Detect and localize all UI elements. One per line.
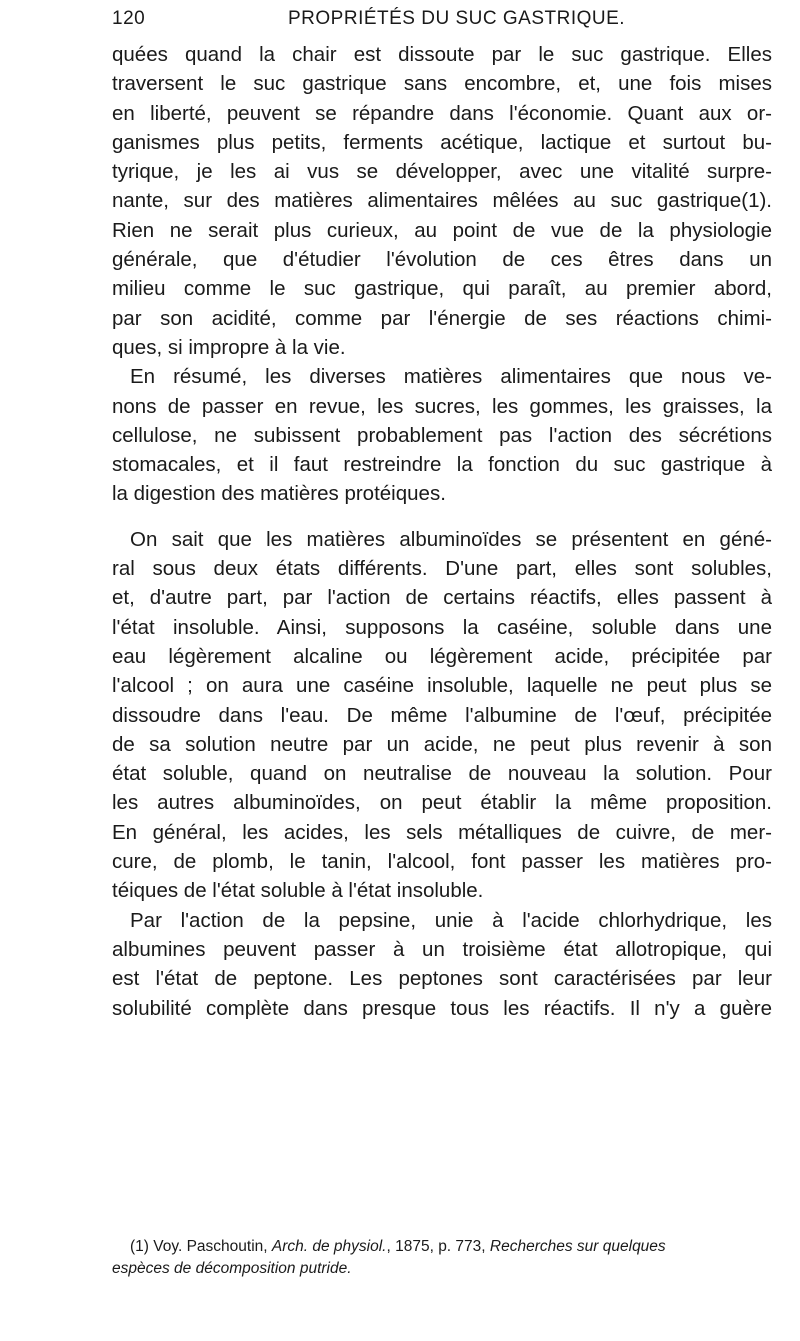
text-line: Rien ne serait plus curieux, au point de vue de la physiologie	[112, 218, 772, 242]
text-line: stomacales, et il faut restreindre la fonction du suc gastrique à	[112, 453, 772, 477]
footnote-line	[112, 1236, 772, 1258]
text-line: ral sous deux états différents. D'une part, elles sont solubles,	[112, 557, 772, 581]
text-line: Par l'action de la pepsine, unie à l'acide chlorhydrique, les	[130, 908, 772, 932]
text-line: cure, de plomb, le tanin, l'alcool, font passer les matières pro-	[112, 850, 772, 874]
paragraph	[112, 362, 772, 508]
text-line: générale, que d'étudier l'évolution de ces êtres dans un	[112, 248, 772, 272]
footnote-work-title-continued: espèces de décomposition putride.	[112, 1260, 352, 1277]
text-line: albumines peuvent passer à un troisième état allotropique, qui	[112, 937, 772, 961]
text-line: dissoudre dans l'eau. De même l'albumine de l'œuf, précipitée	[112, 703, 772, 727]
text-line: est l'état de peptone. Les peptones sont caractérisées par leur	[112, 967, 772, 991]
footnote-line	[112, 1258, 772, 1280]
text-line: de sa solution neutre par un acide, ne peut plus revenir à son	[112, 732, 772, 756]
text-line: la digestion des matières protéiques.	[112, 482, 446, 506]
body-text	[112, 40, 772, 1023]
footnote	[112, 1236, 772, 1280]
footnote-journal-title: Arch. de physiol.	[271, 1238, 387, 1255]
text-line: et, d'autre part, par l'action de certains réactifs, elles passent à	[112, 586, 772, 610]
text-line: ques, si impropre à la vie.	[112, 335, 346, 359]
paragraph	[112, 40, 772, 362]
text-line: l'alcool ; on aura une caséine insoluble, laquelle ne peut plus se	[112, 674, 772, 698]
text-line: par son acidité, comme par l'énergie de ses réactions chimi-	[112, 306, 772, 330]
text-line: téiques de l'état soluble à l'état insoluble.	[112, 879, 484, 903]
text-line: eau légèrement alcaline ou légèrement acide, précipitée par	[112, 644, 772, 668]
text-line: On sait que les matières albuminoïdes se présentent en géné-	[130, 527, 772, 551]
paragraph-gap	[112, 509, 772, 525]
text-line: nante, sur des matières alimentaires mêlées au suc gastrique(1).	[112, 189, 772, 213]
footnote-work-title: Recherches sur quelques	[489, 1238, 666, 1255]
text-line: milieu comme le suc gastrique, qui paraît, au premier abord,	[112, 277, 772, 301]
paragraph	[112, 906, 772, 1023]
text-line: solubilité complète dans presque tous les réactifs. Il n'y a guère	[112, 996, 772, 1020]
text-line: les autres albuminoïdes, on peut établir la même proposition.	[112, 791, 772, 815]
text-line: traversent le suc gastrique sans encombre, et, une fois mises	[112, 72, 772, 96]
paragraph	[112, 525, 772, 906]
text-line: En résumé, les diverses matières alimentaires que nous ve-	[130, 365, 772, 389]
footnote-marker: (1)	[130, 1238, 149, 1255]
footnote-citation: , 1875, p. 773,	[386, 1238, 490, 1255]
footnote-text: Voy. Paschoutin,	[153, 1238, 272, 1255]
text-line: quées quand la chair est dissoute par le suc gastrique. Elles	[112, 43, 772, 66]
text-line: nons de passer en revue, les sucres, les gommes, les graisses, la	[112, 394, 772, 418]
text-line: cellulose, ne subissent probablement pas l'action des sécrétions	[112, 423, 772, 447]
page-header	[112, 6, 772, 36]
text-line: tyrique, je les ai vus se développer, avec une vitalité surpre-	[112, 160, 772, 184]
text-line: En général, les acides, les sels métalliques de cuivre, de mer-	[112, 820, 772, 844]
text-line: état soluble, quand on neutralise de nouveau la solution. Pour	[112, 762, 772, 786]
text-line: en liberté, peuvent se répandre dans l'économie. Quant aux or-	[112, 101, 772, 125]
text-line: ganismes plus petits, ferments acétique, lactique et surtout bu-	[112, 130, 772, 154]
running-title: PROPRIÉTÉS DU SUC GASTRIQUE.	[288, 8, 626, 29]
page-number: 120	[112, 8, 146, 29]
text-line: l'état insoluble. Ainsi, supposons la caséine, soluble dans une	[112, 615, 772, 639]
